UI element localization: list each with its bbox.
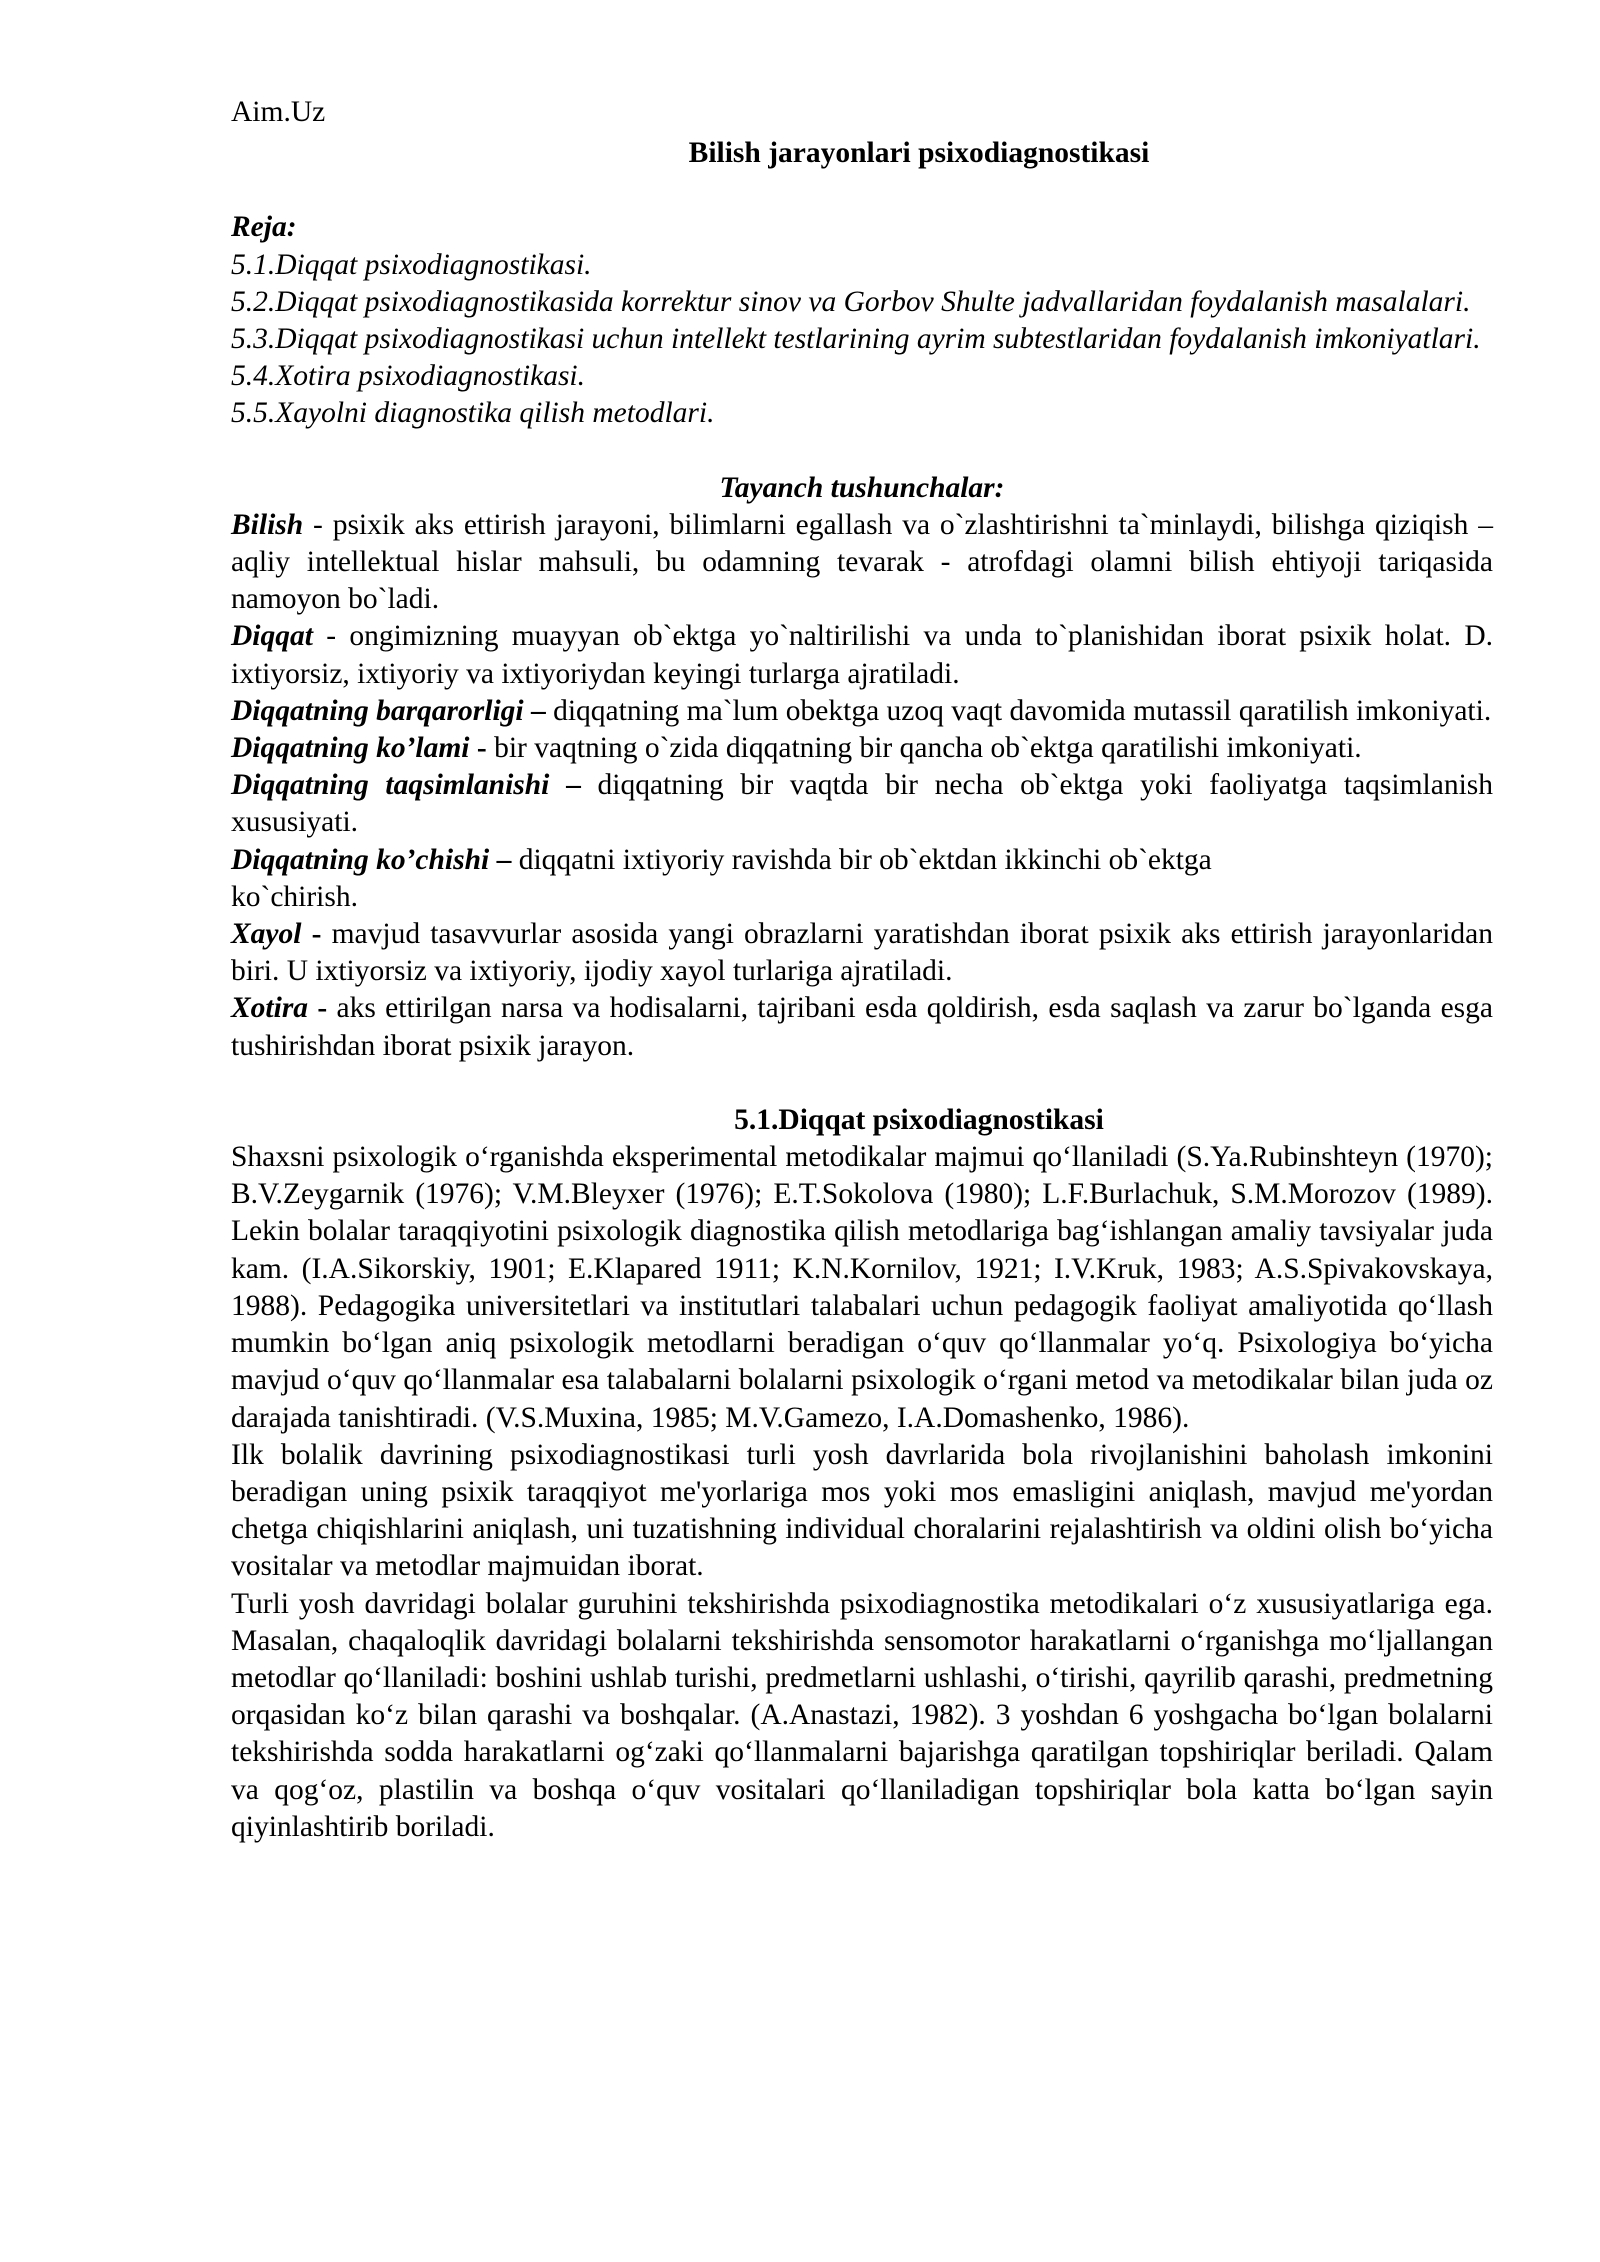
definition-text: diqqatni ixtiyoriy ravishda bir ob`ektdan ikkinchi ob`ektga <box>518 843 1212 876</box>
definition-term: Xotira <box>231 992 309 1025</box>
definition-term: Xayol <box>231 918 302 951</box>
site-name: Aim.Uz <box>231 96 326 128</box>
definition-xayol <box>231 916 1493 990</box>
definition-sep: – <box>489 843 519 876</box>
paragraph: Turli yosh davridagi bolalar guruhini tekshirishda psixodiagnostika metodikalari oʻz xususiyatlariga ega. Masalan, chaqaloqlik davridagi bolalarni tekshirishda sensomotor harakatlarni oʻrganishga moʻljallangan metodlar qoʻllaniladi: boshini ushlab turishi, predmetlarni ushlashi, oʻtirishi, qayrilib qarashi, predmetning orqasidan koʻz bilan qarashi va boshqalar. (A.Anastazi, 1982). 3 yoshdan 6 yoshgacha boʻlgan bolalarni tekshirishda sodda harakatlarni ogʻzaki qoʻllanmalarni bajarishga qaratilgan topshiriqlar beriladi. Qalam va qogʻoz, plastilin va boshqa oʻquv vositalari qoʻllaniladigan topshiriqlar bola katta boʻlgan sayin qiyinlashtirib boriladi. <box>231 1587 1493 1843</box>
reja-label: Reja: <box>231 211 297 244</box>
definitions-list <box>231 507 1493 1065</box>
reja-item-2: 5.2.Diqqat psixodiagnostikasida korrektur sinov va Gorbov Shulte jadvallaridan foydalanish masalalari. <box>231 285 1471 318</box>
definition-text: mavjud tasavvurlar asosida yangi obrazlarni yaratishdan iborat psixik aks ettirish jarayonlaridan biri. U ixtiyorsiz va ixtiyoriy, ijodiy xayol turlariga ajratiladi. <box>231 918 1493 988</box>
definition-kolami <box>231 730 1493 767</box>
definition-sep: - <box>469 732 495 765</box>
definition-sep: – <box>523 694 554 727</box>
paragraph: Shaxsni psixologik oʻrganishda eksperimental metodikalar majmui qoʻllaniladi (S.Ya.Rubinshteyn (1970); B.V.Zeygarnik (1976); V.M.Bleyxer (1976); E.T.Sokolova (1980); L.F.Burlachuk, S.M.Morozov (1989). Lekin bolalar taraqqiyotini psixologik diagnostika qilish metodlariga bagʻishlangan amaliy tavsiyalar juda kam. (I.A.Sikorskiy, 1901; E.Klapared 1911; K.N.Kornilov, 1921; I.V.Kruk, 1983; A.S.Spivakovskaya, 1988). Pedagogika universitetlari va institutlari talabalari uchun pedagogik faoliyat amaliyotida qoʻllash mumkin boʻlgan aniq psixologik metodlarni beradigan oʻquv qoʻllanmalar yoʻq. Psixologiya boʻyicha mavjud oʻquv qoʻllanmalar esa talabalarni bolalarni psixologik oʻrgani metod va metodikalar bilan juda oz darajada tanishtiradi. (V.S.Muxina, 1985; M.V.Gamezo, I.A.Domashenko, 1986). <box>231 1141 1493 1434</box>
reja-item-1: 5.1.Diqqat psixodiagnostikasi. <box>231 248 592 281</box>
document-page <box>231 94 1493 1846</box>
definition-text: diqqatning bir vaqtda bir necha ob`ektga yoki faoliyatga taqsimlanish xususiyati. <box>231 769 1493 839</box>
definition-term: Diqqatning ko’chishi <box>231 843 490 876</box>
definition-term: Diqqatning ko’lami <box>231 732 470 765</box>
definition-term: Bilish <box>231 508 304 541</box>
reja-item-5: 5.5.Xayolni diagnostika qilish metodlari. <box>231 397 715 430</box>
definition-term: Diqqat <box>231 620 313 653</box>
definition-taqsimlanishi <box>231 767 1493 841</box>
reja-item-4: 5.4.Xotira psixodiagnostikasi. <box>231 360 585 393</box>
section-heading: 5.1.Diqqat psixodiagnostikasi <box>734 1103 1104 1136</box>
section-body <box>231 1139 1493 1846</box>
definition-sep: - <box>303 508 333 541</box>
tayanch-heading: Tayanch tushunchalar: <box>719 471 1005 504</box>
definition-text: ongimizning muayyan ob`ektga yo`naltirilishi va unda to`planishidan iborat psixik holat. D. ixtiyorsiz, ixtiyoriy va ixtiyoriydan keyingi turlarga ajratiladi. <box>231 620 1494 690</box>
definition-bilish <box>231 507 1493 619</box>
paragraph: Ilk bolalik davrining psixodiagnostikasi turli yosh davrlarida bola rivojlanishini baholash imkonini beradigan uning psixik taraqqiyot me'yorlariga mos yoki mos emasligini aniqlash, mavjud me'yordan chetga chiqishlarini aniqlash, uni tuzatishning individual choralarini rejalashtirish va oldini olish boʻyicha vositalar va metodlar majmuidan iborat. <box>231 1438 1493 1583</box>
definition-text: bir vaqtning o`zida diqqatning bir qancha ob`ektga qaratilishi imkoniyati. <box>494 732 1362 765</box>
definition-sep: - <box>301 918 332 951</box>
definition-text: aks ettirilgan narsa va hodisalarni, tajribani esda qoldirish, esda saqlash va zarur bo`lganda esga tushirishdan iborat psixik jarayon. <box>231 992 1493 1062</box>
reja-item-3: 5.3.Diqqat psixodiagnostikasi uchun intellekt testlarining ayrim subtestlaridan foydalanish imkoniyatlari. <box>231 323 1481 356</box>
definition-text: psixik aks ettirish jarayoni, bilimlarni egallash va o`zlashtirishni ta`minlaydi, bilishga qiziqish – aqliy intellektual hislar mahsuli, bu odamning tevarak - atrofdagi olamni bilish ehtiyoji tariqasida namoyon bo`ladi. <box>231 508 1493 616</box>
reja-section <box>231 209 1493 432</box>
definition-text: diqqatning ma`lum obektga uzoq vaqt davomida mutassil qaratilish imkoniyati. <box>553 694 1492 727</box>
definition-xotira <box>231 990 1493 1064</box>
definition-term: Diqqatning barqarorligi <box>231 694 524 727</box>
definition-term: Diqqatning taqsimlanishi <box>231 769 550 802</box>
definition-kochishi <box>231 842 1493 916</box>
document-title: Bilish jarayonlari psixodiagnostikasi <box>688 137 1150 170</box>
definition-text-continued: ko`chirish. <box>231 880 358 913</box>
definition-sep: - <box>308 992 337 1025</box>
definition-barqarorligi <box>231 693 1493 730</box>
definition-diqqat <box>231 618 1493 692</box>
definition-sep: – <box>549 769 598 802</box>
definition-sep: - <box>312 620 350 653</box>
